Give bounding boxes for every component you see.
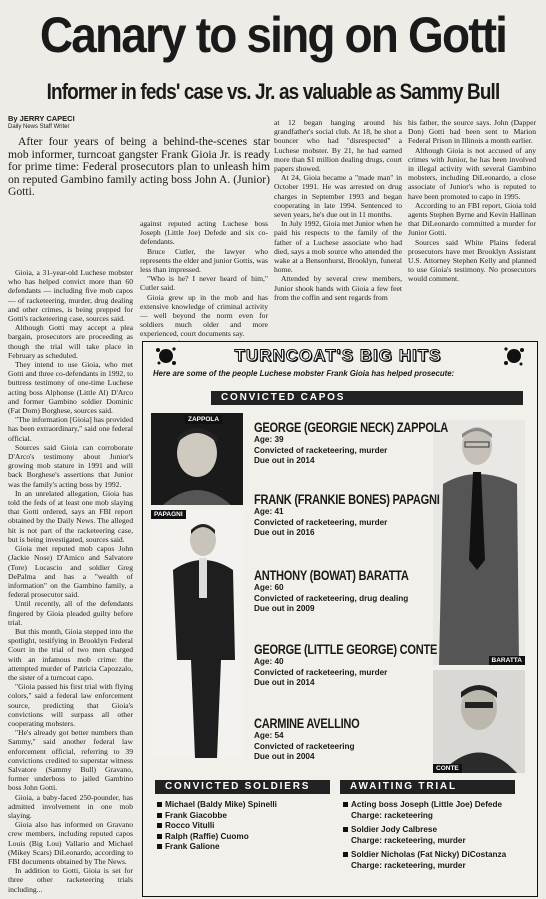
byline (8, 114, 75, 132)
capo-conviction: Convicted of racketeering, murder (254, 517, 388, 527)
sidebar-box (142, 341, 538, 897)
list-item: Frank Giacobbe (157, 811, 332, 822)
capo-entry (254, 568, 443, 615)
bullet-square-icon (157, 802, 162, 807)
capo-release: Due out in 2004 (254, 752, 315, 762)
list-item: Acting boss Joseph (Little Joe) Defede Charge: racketeering (343, 800, 531, 821)
paragraph: In July 1992, Gioia met Junior when he paid his respects to the family of the father of a Luchese associate who had died, says a mob source who attended the wake at a Bensonhurst, Brooklyn, funeral home. (274, 219, 402, 275)
paragraph: Until recently, all of the defendants fingered by Gioia pleaded guilty before trial. (8, 599, 133, 627)
list-item: Michael (Baldy Mike) Spinelli (157, 800, 332, 811)
paragraph: In an unrelated allegation, Gioia has told the feds of at least one mob slaying that Gotti ordered, says an FBI report obtained by the Daily News. The alleged hit is not part of the racketeering case, but is being investigated, sources said. (8, 488, 133, 544)
bullet-square-icon (343, 827, 348, 832)
article-column-1 (8, 268, 133, 899)
paragraph: Gioia also has informed on Gravano crew members, including reputed capos Louis (Big Lou) Vallario and Michael (Mikey Scars) DiLeonardo, according to FBI documents obtained by The News. (8, 820, 133, 866)
paragraph: Sources said White Plains federal prosecutors have met Brooklyn Assistant U.S. Attorney Stephen Kelly and planned to use Gioia's testimony. No prosecutors would comment. (408, 237, 536, 284)
capo-name: ANTHONY (BOWAT) BARATTA (254, 568, 409, 583)
trial-list (343, 800, 531, 876)
paragraph: "He's already got better numbers than Sammy," said another federal law enforcement official, referring to 39 convictions credited to superstar witness Salvatore (Sammy Bull) Gravano, former underboss to jailed Gambino boss John Gotti. (8, 728, 133, 793)
list-item: Soldier Nicholas (Fat Nicky) DiCostanza Charge: racketeering, murder (343, 850, 531, 871)
photo-tag: BARATTA (489, 656, 525, 665)
portrait-image (151, 413, 243, 505)
paragraph: Gioia met reputed mob capos John (Jackie Nose) D'Amico and Salvatore (Tore) Locascio and soldier Greg DePalma and has a "wealth of information" on the Gambino family, a federal prosecutor said. (8, 544, 133, 600)
section-header-trial: AWAITING TRIAL (340, 780, 515, 794)
capo-release: Due out in 2014 (254, 456, 315, 466)
photo-papagni (151, 510, 243, 758)
capo-entry (254, 716, 383, 763)
capo-conviction: Convicted of racketeering, murder (254, 445, 388, 455)
paragraph: "Gioia passed his first trial with flying colors," said a federal law enforcement source, predicting that Gioia's convictions will surpass all other cooperating mobsters. (8, 682, 133, 728)
paragraph: But this month, Gioia stepped into the spotlight, testifying in Brooklyn Federal Court in the trial of two men charged with an infamous mob crime: the attempted murder of Patricia Capozzalo, the sister of a turncoat capo. (8, 626, 133, 682)
paragraph: "The information [Gioia] has provided has been extraordinary," said one federal official. (8, 415, 133, 443)
capo-age: Age: 41 (254, 507, 284, 516)
bullet-square-icon (343, 802, 348, 807)
capo-conviction: Convicted of racketeering, murder (254, 667, 388, 677)
section-header-soldiers: CONVICTED SOLDIERS (155, 780, 330, 794)
splatter-icon (503, 345, 525, 367)
paragraph: Although Gioia is not accused of any crimes with Junior, he has been involved in illegal activity with several Gambino mobsters, including DiLeonardo, a close associate of Junior's who is reputed to have been promoted to capo in 1995. (408, 145, 536, 201)
capo-entry (254, 420, 491, 467)
paragraph: Gioia, a 31-year-old Luchese mobster who has helped convict more than 60 defendants — including five mob capos — of racketeering, murder, drug dealing and other crimes, is being prepped for Gotti's racketeering case, sources said. (8, 268, 133, 324)
paragraph: his father, the source says. John (Dapper Don) Gotti had been sent to Marion Federal Prison in Illinois a month earlier. (408, 118, 536, 146)
paragraph: Attended by several crew members, Junior shook hands with Gioia a few feet from the coffin and sent regards from (274, 274, 402, 302)
capo-entry (254, 642, 477, 689)
headline: Canary to sing on Gotti (39, 7, 507, 63)
portrait-image (151, 510, 243, 758)
list-item: Rocco Vitulli (157, 821, 332, 832)
list-item: Ralph (Raffie) Cuomo (157, 832, 332, 843)
photo-zappola (151, 413, 243, 505)
sidebar-intro: Here are some of the people Luchese mobster Frank Gioia has helped prosecute: (153, 369, 455, 378)
capo-release: Due out in 2016 (254, 528, 315, 538)
byline-title: Daily News Staff Writer (8, 124, 70, 130)
splatter-icon (155, 345, 177, 367)
capo-age: Age: 40 (254, 657, 284, 666)
article-column-3 (274, 118, 402, 344)
trial-charge: Charge: racketeering (351, 810, 433, 820)
paragraph: They intend to use Gioia, who met Gotti and three co-defendants in 1992, to buttress testimony of one-time Luchese acting boss Alphonse (Little Al) D'Arco and former Gambino soldier Dominic (Fat Dom) Borghese, sources said. (8, 360, 133, 416)
bullet-square-icon (157, 813, 162, 818)
sidebar-title: TURNCOAT'S BIG HITS (234, 346, 442, 365)
paragraph: against reputed acting Luchese boss Joseph (Little Joe) Defede and six co-defendants. (140, 219, 268, 247)
paragraph: Gioia, a baby-faced 250-pounder, has admitted involvement in one mob slaying. (8, 792, 133, 820)
capo-conviction: Convicted of racketeering, drug dealing (254, 593, 409, 603)
bullet-square-icon (157, 844, 162, 849)
capo-name: FRANK (FRANKIE BONES) PAPAGNI (254, 492, 440, 507)
capo-name: GEORGE (LITTLE GEORGE) CONTE (254, 642, 438, 657)
article-column-4 (408, 118, 536, 344)
photo-tag: ZAPPOLA (185, 415, 222, 424)
subhead: Informer in feds' case vs. Jr. as valuable as Sammy Bull (46, 79, 500, 104)
paragraph: at 12 began hanging around his grandfather's social club. At 18, he shot a bouncer who had "disrespected" a Luchese mobster. By 21, he had earned more than $1 million dealing drugs, court papers showed. (274, 118, 402, 174)
capo-release: Due out in 2009 (254, 604, 315, 614)
photo-tag: CONTE (433, 764, 462, 773)
capo-release: Due out in 2014 (254, 678, 315, 688)
byline-author: By JERRY CAPECI (8, 114, 75, 123)
capo-conviction: Convicted of racketeering (254, 741, 355, 751)
bullet-square-icon (157, 834, 162, 839)
paragraph: In addition to Gotti, Gioia is set for three other racketeering trials including... (8, 866, 133, 894)
paragraph: Although Gotti may accept a plea bargain, prosecutors are proceeding as though the trial will take place in February as scheduled. (8, 323, 133, 360)
photo-tag: PAPAGNI (151, 510, 186, 519)
capo-age: Age: 54 (254, 731, 284, 740)
section-header-capos: CONVICTED CAPOS (211, 391, 523, 405)
capo-entry (254, 492, 480, 539)
capo-age: Age: 39 (254, 435, 284, 444)
paragraph: Bruce Cutler, the lawyer who represents the elder and junior Gottis, was less than impressed. (140, 246, 268, 275)
paragraph: According to an FBI report, Gioia told agents Stephen Byrne and Kevin Hallinan that DiLeonardo committed a murder for Junior Gotti. (408, 200, 536, 238)
paragraph: At 24, Gioia became a "made man" in October 1991. He was arrested on drug charges in September 1993 and began cooperating in late 1994. Sentenced to seven years, he's due out in 11 months. (274, 173, 402, 220)
bullet-square-icon (157, 823, 162, 828)
capo-name: CARMINE AVELLINO (254, 716, 360, 731)
trial-charge: Charge: racketeering, murder (351, 835, 466, 845)
list-item: Frank Galione (157, 842, 332, 853)
paragraph: Gioia grew up in the mob and has extensive knowledge of criminal activity — well beyond the norm even for soldiers much older and more experienced, court documents say. (140, 292, 268, 339)
list-item: Soldier Jody Calbrese Charge: racketeering, murder (343, 825, 531, 846)
capo-age: Age: 60 (254, 583, 284, 592)
capo-name: GEORGE (GEORGIE NECK) ZAPPOLA (254, 420, 448, 435)
soldiers-list (157, 800, 332, 853)
paragraph: "Who is he? I never heard of him," Cutler said. (140, 274, 268, 293)
lede-text: After four years of being a behind-the-scenes star mob informer, turncoat gangster Frank Gioia Jr. is ready for prime time: Federal prosecutors plan to unleash him on reputed Gambino family acting boss John A. (Junior) Gotti. (8, 135, 270, 199)
bullet-square-icon (343, 852, 348, 857)
paragraph: Sources said Gioia can corroborate D'Arco's testimony about Junior's growing mob stature in 1991 and will back Borghese's assertions that Junior was the family's acting boss by 1992. (8, 442, 133, 489)
trial-charge: Charge: racketeering, murder (351, 860, 466, 870)
lede-paragraph (8, 136, 270, 199)
